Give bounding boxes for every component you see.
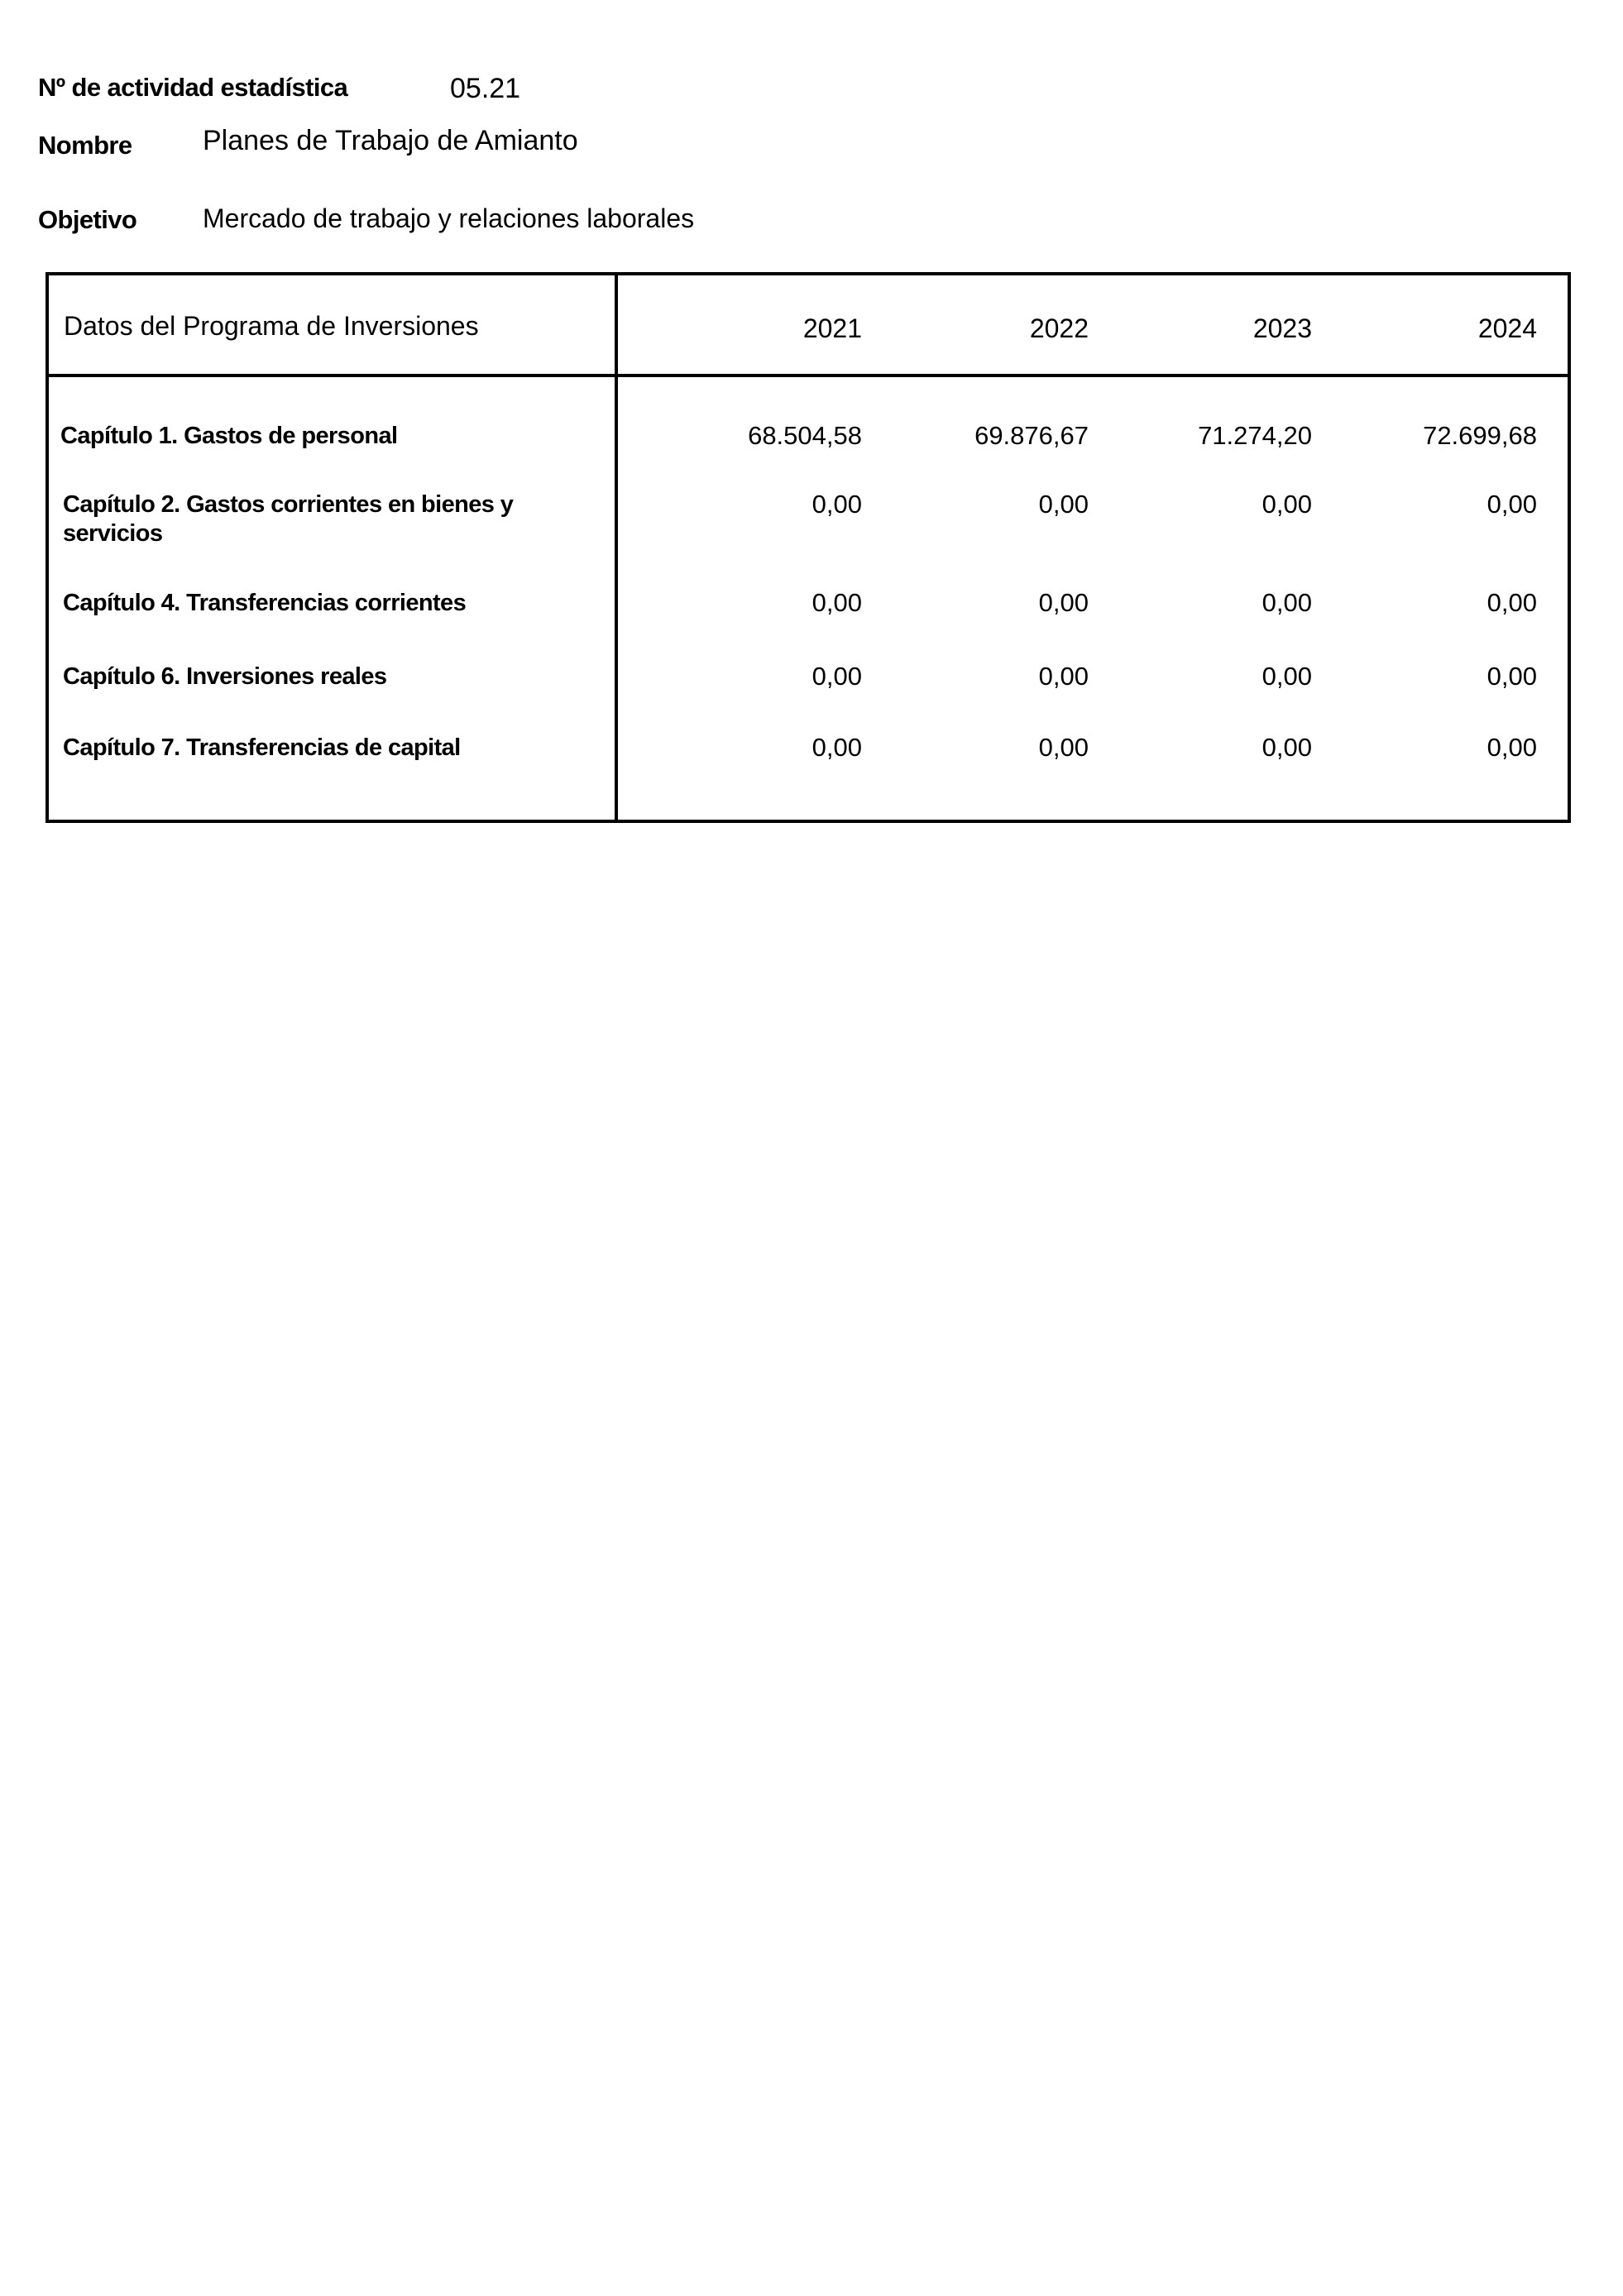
year-header: 2022 [1029, 313, 1089, 343]
table-cell: 0,00 [1487, 490, 1537, 519]
table-cell: 0,00 [812, 662, 862, 691]
row-label: Capítulo 1. Gastos de personal [60, 423, 398, 449]
year-header: 2023 [1252, 313, 1312, 343]
table-cell: 71.274,20 [1198, 421, 1312, 450]
table-cell: 0,00 [1262, 733, 1312, 762]
nombre-label: Nombre [38, 131, 132, 160]
table-cell: 68.504,58 [748, 421, 862, 450]
actividad-value: 05.21 [450, 73, 521, 104]
table-cell: 0,00 [1262, 588, 1312, 617]
row-label-continuation: servicios [63, 520, 163, 547]
actividad-label: Nº de actividad estadística [38, 73, 348, 102]
table-cell: 0,00 [1038, 662, 1089, 691]
table-cell: 0,00 [812, 588, 862, 617]
objetivo-value: Mercado de trabajo y relaciones laborales [203, 203, 695, 233]
nombre-value: Planes de Trabajo de Amianto [203, 125, 578, 156]
table-cell: 0,00 [1038, 490, 1089, 519]
table-cell: 69.876,67 [974, 421, 1089, 450]
table-header-label: Datos del Programa de Inversiones [64, 311, 479, 341]
table-cell: 0,00 [1262, 662, 1312, 691]
row-label: Capítulo 6. Inversiones reales [63, 663, 387, 690]
row-label: Capítulo 7. Transferencias de capital [63, 734, 461, 761]
year-header: 2021 [802, 313, 862, 343]
table-cell: 72.699,68 [1423, 421, 1537, 450]
row-label: Capítulo 2. Gastos corrientes en bienes y [63, 491, 514, 518]
table-header-divider [45, 374, 1571, 377]
table-cell: 0,00 [1262, 490, 1312, 519]
table-cell: 0,00 [1487, 588, 1537, 617]
table-cell: 0,00 [1487, 733, 1537, 762]
table-column-divider [615, 272, 618, 823]
objetivo-label: Objetivo [38, 205, 137, 234]
row-label: Capítulo 4. Transferencias corrientes [63, 590, 467, 616]
table-cell: 0,00 [1487, 662, 1537, 691]
table-cell: 0,00 [812, 733, 862, 762]
table-cell: 0,00 [812, 490, 862, 519]
table-cell: 0,00 [1038, 588, 1089, 617]
table-cell: 0,00 [1038, 733, 1089, 762]
year-header: 2024 [1477, 313, 1537, 343]
